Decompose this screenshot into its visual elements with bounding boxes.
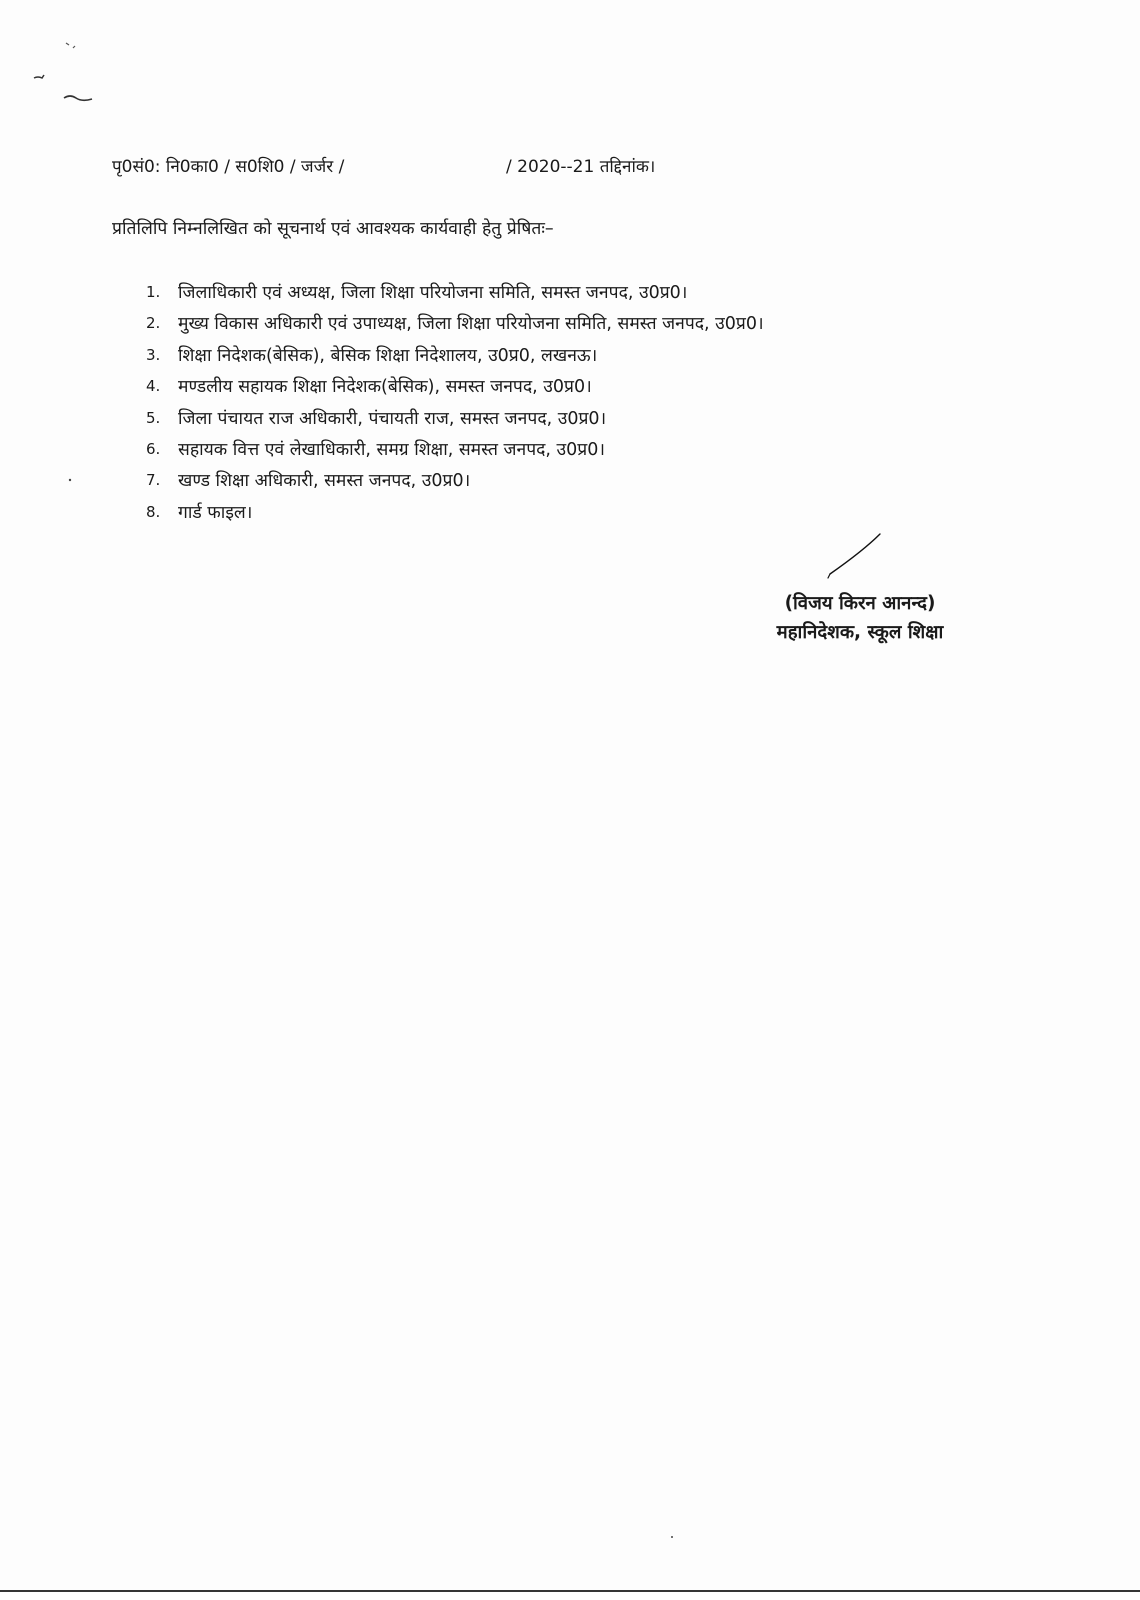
page-bottom-rule xyxy=(0,1590,1140,1592)
list-text: मण्डलीय सहायक शिक्षा निदेशक(बेसिक), समस्त जनपद, उ0प्र0। xyxy=(178,377,592,398)
list-text: शिक्षा निदेशक(बेसिक), बेसिक शिक्षा निदेशालय, उ0प्र0, लखनऊ। xyxy=(178,345,598,366)
list-text: खण्ड शिक्षा अधिकारी, समस्त जनपद, उ0प्र0। xyxy=(178,471,471,492)
list-item xyxy=(146,437,1046,468)
scan-speck xyxy=(66,43,69,45)
reference-line xyxy=(112,154,852,182)
list-item xyxy=(146,311,1046,342)
copy-to-intro: प्रतिलिपि निम्नलिखित को सूचनार्थ एवं आवश्यक कार्यवाही हेतु प्रेषितः– xyxy=(112,219,554,239)
list-number: 6. xyxy=(146,439,161,458)
list-item xyxy=(146,406,1046,437)
list-number: 5. xyxy=(146,408,161,427)
list-number: 8. xyxy=(146,502,161,521)
list-number: 7. xyxy=(146,471,161,490)
signature-stroke xyxy=(820,530,890,582)
list-text: जिला पंचायत राज अधिकारी, पंचायती राज, समस्त जनपद, उ0प्र0। xyxy=(178,408,607,429)
list-item xyxy=(146,343,1046,374)
list-text: मुख्य विकास अधिकारी एवं उपाध्यक्ष, जिला शिक्षा परियोजना समिति, समस्त जनपद, उ0प्र0। xyxy=(178,314,764,335)
list-text: सहायक वित्त एवं लेखाधिकारी, समग्र शिक्षा, समस्त जनपद, उ0प्र0। xyxy=(178,439,605,460)
signatory-block xyxy=(740,590,980,648)
signatory-name: (विजय किरन आनन्द) xyxy=(784,593,936,614)
list-item xyxy=(146,468,1046,499)
scan-speck xyxy=(34,75,44,78)
scan-speck xyxy=(73,46,75,48)
reference-number: पृ0सं0: नि0का0 / स0शि0 / जर्जर / xyxy=(112,157,345,177)
list-number: 4. xyxy=(146,377,161,396)
scan-speck xyxy=(64,96,92,100)
list-item xyxy=(146,374,1046,405)
list-number: 2. xyxy=(146,314,161,333)
list-text: जिलाधिकारी एवं अध्यक्ष, जिला शिक्षा परियोजना समिति, समस्त जनपद, उ0प्र0। xyxy=(178,283,688,303)
list-number: 1. xyxy=(146,283,161,301)
list-item xyxy=(146,280,1046,311)
scan-speck xyxy=(671,1536,673,1538)
reference-date: / 2020--21 तद्दिनांक। xyxy=(506,157,656,177)
list-number: 3. xyxy=(146,345,161,364)
signatory-designation: महानिदेशक, स्कूल शिक्षा xyxy=(776,622,944,643)
recipient-list xyxy=(146,280,1046,531)
list-text: गार्ड फाइल। xyxy=(178,502,253,523)
list-item xyxy=(146,500,1046,531)
scan-speck xyxy=(69,479,71,481)
